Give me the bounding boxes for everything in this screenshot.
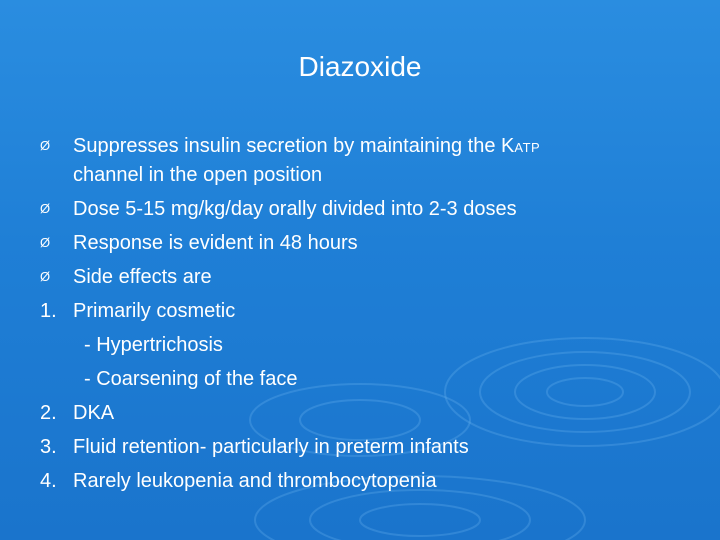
list-item [40, 432, 700, 466]
list-item [40, 296, 700, 330]
list-item-text: Primarily cosmetic [73, 300, 236, 322]
arrow-bullet-icon: Ø [40, 201, 51, 216]
list-number: 2. [40, 402, 57, 424]
list-number: 1. [40, 300, 57, 322]
list-item-text: Suppresses insulin secretion by maintaining the K [73, 135, 515, 157]
list-item [40, 228, 700, 262]
arrow-bullet-icon: Ø [40, 235, 51, 250]
list-item-continuation [40, 160, 700, 194]
list-item-text: - Coarsening of the face [84, 368, 298, 390]
list-item-text: Dose 5-15 mg/kg/day orally divided into 2-3 doses [73, 198, 517, 220]
list-item-text: channel in the open position [73, 164, 323, 186]
list-number: 4. [40, 470, 57, 492]
subscript-atp: ATP [514, 140, 541, 155]
list-item-text: DKA [73, 402, 115, 424]
list-item-text: Rarely leukopenia and thrombocytopenia [73, 470, 437, 492]
arrow-bullet-icon: Ø [40, 138, 51, 153]
sub-list-item [40, 364, 700, 398]
arrow-bullet-icon: Ø [40, 269, 51, 284]
bullet-list [40, 131, 700, 500]
list-item-text: Response is evident in 48 hours [73, 232, 358, 254]
list-number: 3. [40, 436, 57, 458]
list-item [40, 398, 700, 432]
list-item-text: Fluid retention- particularly in preterm infants [73, 436, 469, 458]
slide-title: Diazoxide [298, 51, 422, 82]
sub-list-item [40, 330, 700, 364]
list-item [40, 466, 700, 500]
list-item [40, 262, 700, 296]
list-item [40, 194, 700, 228]
list-item-text: Side effects are [73, 266, 212, 288]
list-item-text: - Hypertrichosis [84, 334, 223, 356]
